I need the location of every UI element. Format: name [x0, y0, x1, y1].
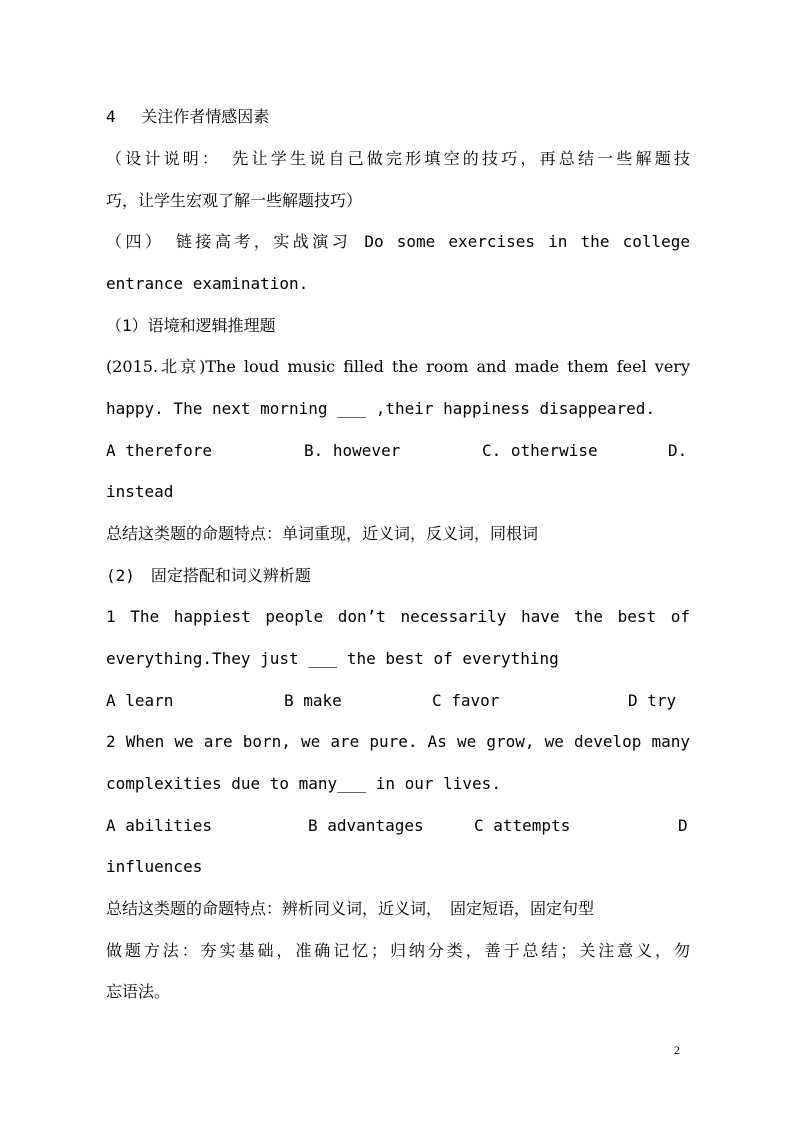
subheading-context-logic: （1）语境和逻辑推理题 — [106, 316, 276, 335]
option-b: B. however — [304, 441, 401, 460]
method-line-2: 忘语法。 — [106, 982, 171, 1001]
option-c: C attempts — [474, 816, 571, 835]
design-note-line-1: （设计说明： 先让学生说自己做完形填空的技巧，再总结一些解题技 — [106, 149, 690, 168]
option-b: B advantages — [308, 816, 424, 835]
option-d: D — [678, 816, 688, 835]
summary-features-1: 总结这类题的命题特点：单词重现，近义词，反义词，同根词 — [106, 524, 539, 543]
option-c: C favor — [432, 691, 500, 710]
option-c: C. otherwise — [482, 441, 598, 460]
option-b: B make — [284, 691, 342, 710]
summary-features-2: 总结这类题的命题特点：辨析同义词，近义词， 固定短语，固定句型 — [106, 899, 595, 918]
question-text-line-2: happy. The next morning ___ ,their happiness disappeared. — [106, 399, 656, 418]
option-a: A abilities — [106, 816, 212, 835]
option-a: A therefore — [106, 441, 212, 460]
option-a: A learn — [106, 691, 174, 710]
subheading-collocation: (2) 固定搭配和词义辨析题 — [106, 566, 311, 585]
option-d-text: instead — [106, 482, 174, 501]
option-d: D try — [628, 691, 677, 710]
question-2-line-1: 2 When we are born, we are pure. As we grow, we develop many — [106, 732, 690, 751]
question-1-line-1: 1 The happiest people don’t necessarily have the best of — [106, 607, 690, 626]
question-2-line-2: complexities due to many___ in our lives. — [106, 774, 501, 793]
answer-options-row — [106, 815, 690, 837]
option-d-text: influences — [106, 857, 203, 876]
question-text-line-1: (2015.北京)The loud music filled the room and made them feel very — [106, 357, 690, 376]
answer-options-row — [106, 440, 690, 462]
option-d: D. — [668, 441, 688, 460]
section-four-heading: （四） 链接高考，实战演习 Do some exercises in the college — [106, 232, 690, 251]
answer-options-row — [106, 690, 690, 712]
question-1-line-2: everything.They just ___ the best of everything — [106, 649, 559, 668]
section-four-heading-cont: entrance examination. — [106, 274, 309, 293]
section-heading-4: 4 关注作者情感因素 — [106, 107, 270, 126]
page-number: 2 — [674, 1043, 680, 1057]
design-note-line-2: 巧，让学生宏观了解一些解题技巧） — [106, 191, 363, 210]
method-line-1: 做题方法：夯实基础，准确记忆；归纳分类，善于总结；关注意义，勿 — [106, 941, 690, 960]
